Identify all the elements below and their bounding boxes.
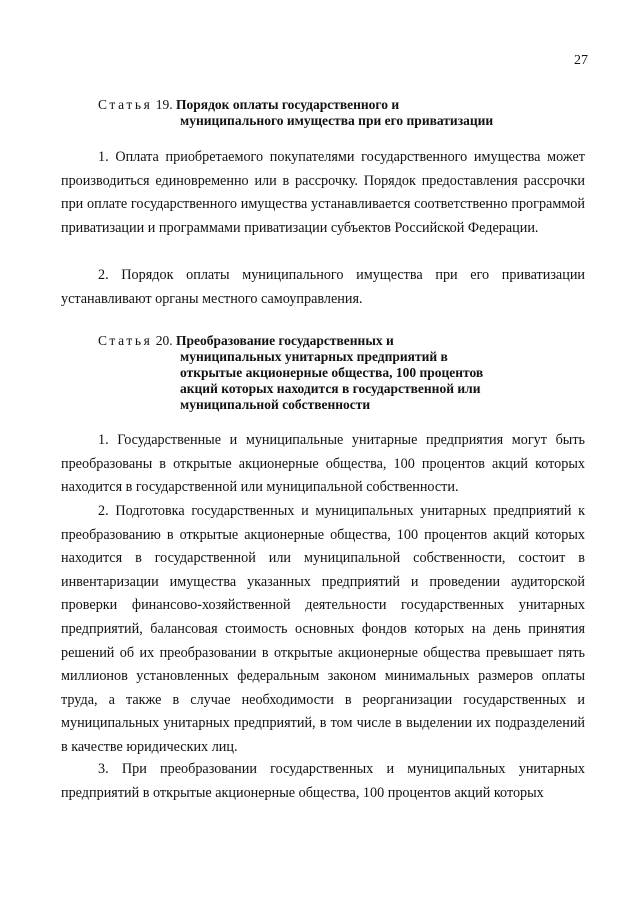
article-19-paragraph-2: 2. Порядок оплаты муниципального имущества при его приватизации устанавливают органы местного самоуправления. bbox=[61, 267, 585, 307]
article-20-paragraph-3: 3. При преобразовании государственных и муниципальных унитарных предприятий в открытые акционерные общества, 100 процентов акций которых bbox=[61, 761, 585, 801]
article-20-label: Статья bbox=[98, 333, 153, 348]
article-19-label: Статья bbox=[98, 97, 153, 112]
page-number: 27 bbox=[574, 53, 588, 68]
article-20-title-line-4: акций которых находится в государственной или bbox=[180, 381, 481, 396]
article-19-title-line-1: Порядок оплаты государственного и bbox=[176, 97, 400, 112]
article-20-title-line-5: муниципальной собственности bbox=[180, 397, 371, 412]
article-20-paragraph-2: 2. Подготовка государственных и муниципальных унитарных предприятий к преобразованию в открытые акционерные общества, 100 процентов акций которых находится в государственной или муниципальной собственности, состоит в инвентаризации имущества указанных предприятий и проведении аудиторской проверки финансово-хозяйственной деятельности государственных унитарных предприятий, балансовая стоимость основных фондов которых на день принятия решений об их преобразовании в открытые акционерные общества превышает пять миллионов установленных федеральным законом минимальных размеров оплаты труда, а также в случае необходимости в реорганизации государственных и муниципальных унитарных предприятий, в том числе в выделении их подразделений в качестве юридических лиц. bbox=[61, 503, 585, 755]
article-19-number: 19. bbox=[155, 97, 173, 112]
article-19-paragraph-1: 1. Оплата приобретаемого покупателями государственного имущества может производиться единовременно или в рассрочку. Порядок предоставления рассрочки при оплате государственного имущества устанавливается соответственно программой приватизации и программами приватизации субъектов Российской Федерации. bbox=[61, 149, 585, 236]
article-20-paragraph-1: 1. Государственные и муниципальные унитарные предприятия могут быть преобразованы в открытые акционерные общества, 100 процентов акций которых находится в государственной или муниципальной собственности. bbox=[61, 432, 585, 496]
article-19-heading bbox=[98, 97, 493, 129]
article-20-heading bbox=[98, 333, 483, 413]
article-19-title-line-2: муниципального имущества при его приватизации bbox=[180, 113, 494, 128]
article-20-title-line-1: Преобразование государственных и bbox=[176, 333, 394, 348]
article-20-title-line-3: открытые акционерные общества, 100 процентов bbox=[180, 365, 484, 380]
article-20-number: 20. bbox=[155, 333, 173, 348]
article-20-title-line-2: муниципальных унитарных предприятий в bbox=[180, 349, 448, 364]
